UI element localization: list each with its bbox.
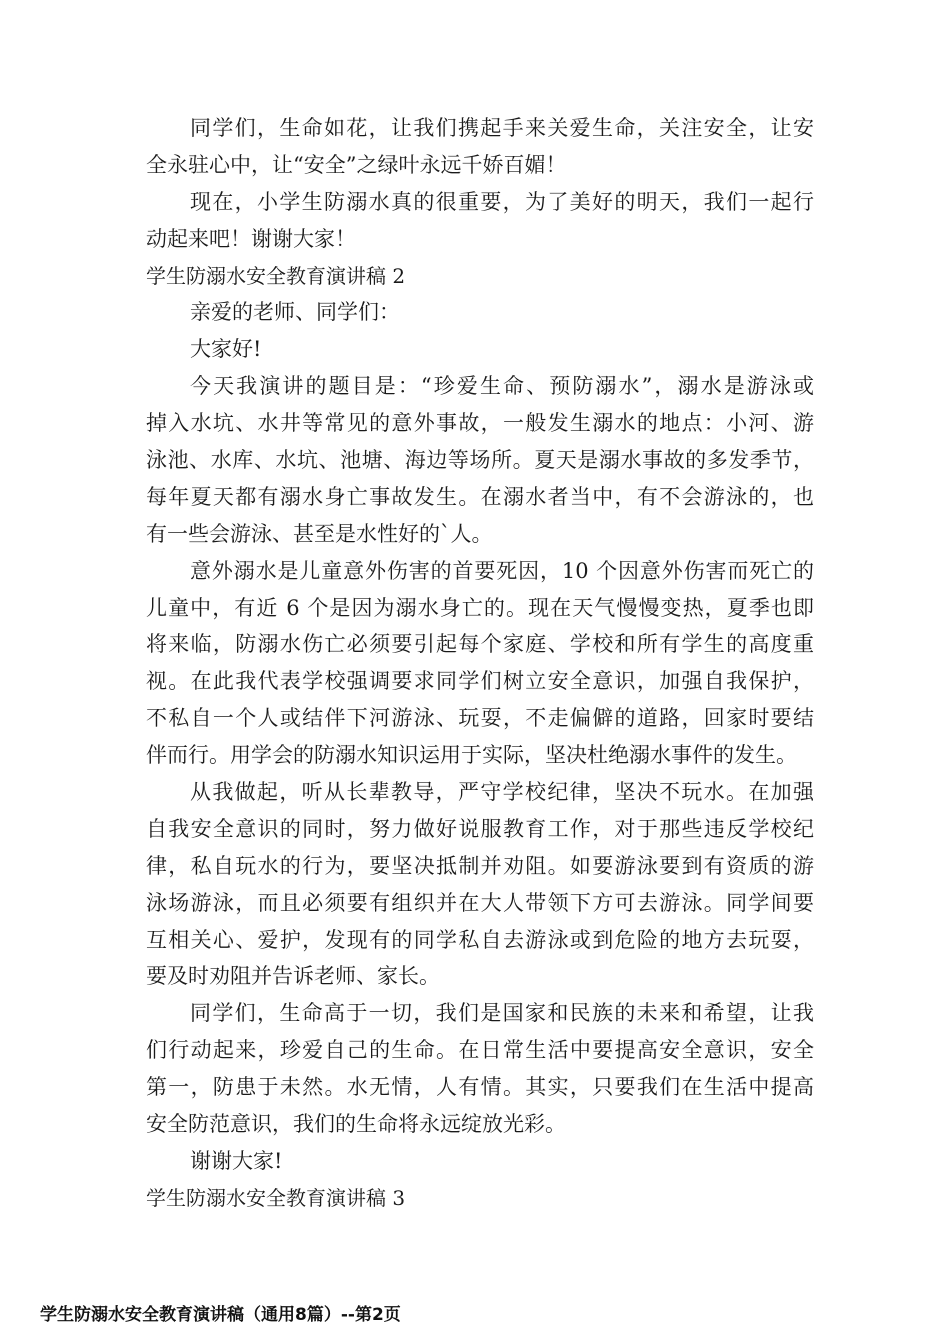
paragraph-line: 们行动起来，珍爱自己的生命。在日常生活中要提高安全意识，安全 [146, 1038, 814, 1063]
paragraph-line: 泳场游泳，而且必须要有组织并在大人带领下方可去游泳。同学间要 [146, 890, 814, 915]
paragraph-line: 不私自一个人或结伴下河游泳、玩耍，不走偏僻的道路，回家时要结 [146, 706, 814, 731]
paragraph-line: 全永驻心中，让“安全”之绿叶永远千娇百媚！ [146, 152, 567, 177]
section-heading: 学生防溺水安全教育演讲稿 3 [146, 1185, 406, 1210]
paragraph-line: 律，私自玩水的行为，要坚决抵制并劝阻。如要游泳要到有资质的游 [146, 853, 814, 878]
paragraph-line: 安全防范意识，我们的生命将永远绽放光彩。 [146, 1112, 566, 1137]
salutation-line: 亲爱的老师、同学们： [190, 300, 400, 325]
paragraph-line: 从我做起，听从长辈教导，严守学校纪律，坚决不玩水。在加强 [190, 780, 814, 805]
paragraph-line: 同学们，生命高于一切，我们是国家和民族的未来和希望，让我 [190, 1001, 814, 1026]
paragraph-line: 同学们，生命如花，让我们携起手来关爱生命，关注安全，让安 [190, 116, 814, 140]
section-heading: 学生防溺水安全教育演讲稿 2 [146, 263, 406, 288]
document-body [146, 110, 814, 1217]
paragraph-line: 有一些会游泳、甚至是水性好的`人。 [146, 521, 493, 546]
paragraph-line: 自我安全意识的同时，努力做好说服教育工作，对于那些违反学校纪 [146, 816, 814, 841]
greeting-line: 大家好! [190, 337, 262, 362]
paragraph-line: 互相关心、爱护，发现有的同学私自去游泳或到危险的地方去玩耍， [146, 927, 814, 952]
paragraph-line: 伴而行。用学会的防溺水知识运用于实际，坚决杜绝溺水事件的发生。 [146, 743, 797, 768]
paragraph-line: 儿童中，有近 6 个是因为溺水身亡的。现在天气慢慢变热，夏季也即 [146, 595, 814, 620]
paragraph-line: 意外溺水是儿童意外伤害的首要死因，10 个因意外伤害而死亡的 [190, 558, 814, 583]
paragraph-line: 视。在此我代表学校强调要求同学们树立安全意识，加强自我保护， [146, 669, 814, 694]
paragraph-line: 每年夏天都有溺水身亡事故发生。在溺水者当中，有不会游泳的，也 [146, 484, 814, 509]
paragraph-line: 第一，防患于未然。水无情，人有情。其实，只要我们在生活中提高 [146, 1075, 814, 1100]
paragraph-line: 现在，小学生防溺水真的很重要，为了美好的明天，我们一起行 [190, 189, 814, 214]
paragraph-line: 将来临，防溺水伤亡必须要引起每个家庭、学校和所有学生的高度重 [146, 632, 814, 657]
paragraph-line: 要及时劝阻并告诉老师、家长。 [146, 964, 440, 989]
paragraph-line: 泳池、水库、水坑、池塘、海边等场所。夏天是溺水事故的多发季节， [146, 448, 814, 473]
page-footer: 学生防溺水安全教育演讲稿（通用8篇）--第2页 [40, 1305, 401, 1325]
paragraph-line: 今天我演讲的题目是：“珍爱生命、预防溺水”，溺水是游泳或 [190, 374, 814, 399]
paragraph-line: 掉入水坑、水井等常见的意外事故，一般发生溺水的地点：小河、游 [146, 411, 814, 436]
paragraph-line: 动起来吧！谢谢大家！ [146, 226, 356, 251]
closing-line: 谢谢大家! [190, 1148, 283, 1173]
